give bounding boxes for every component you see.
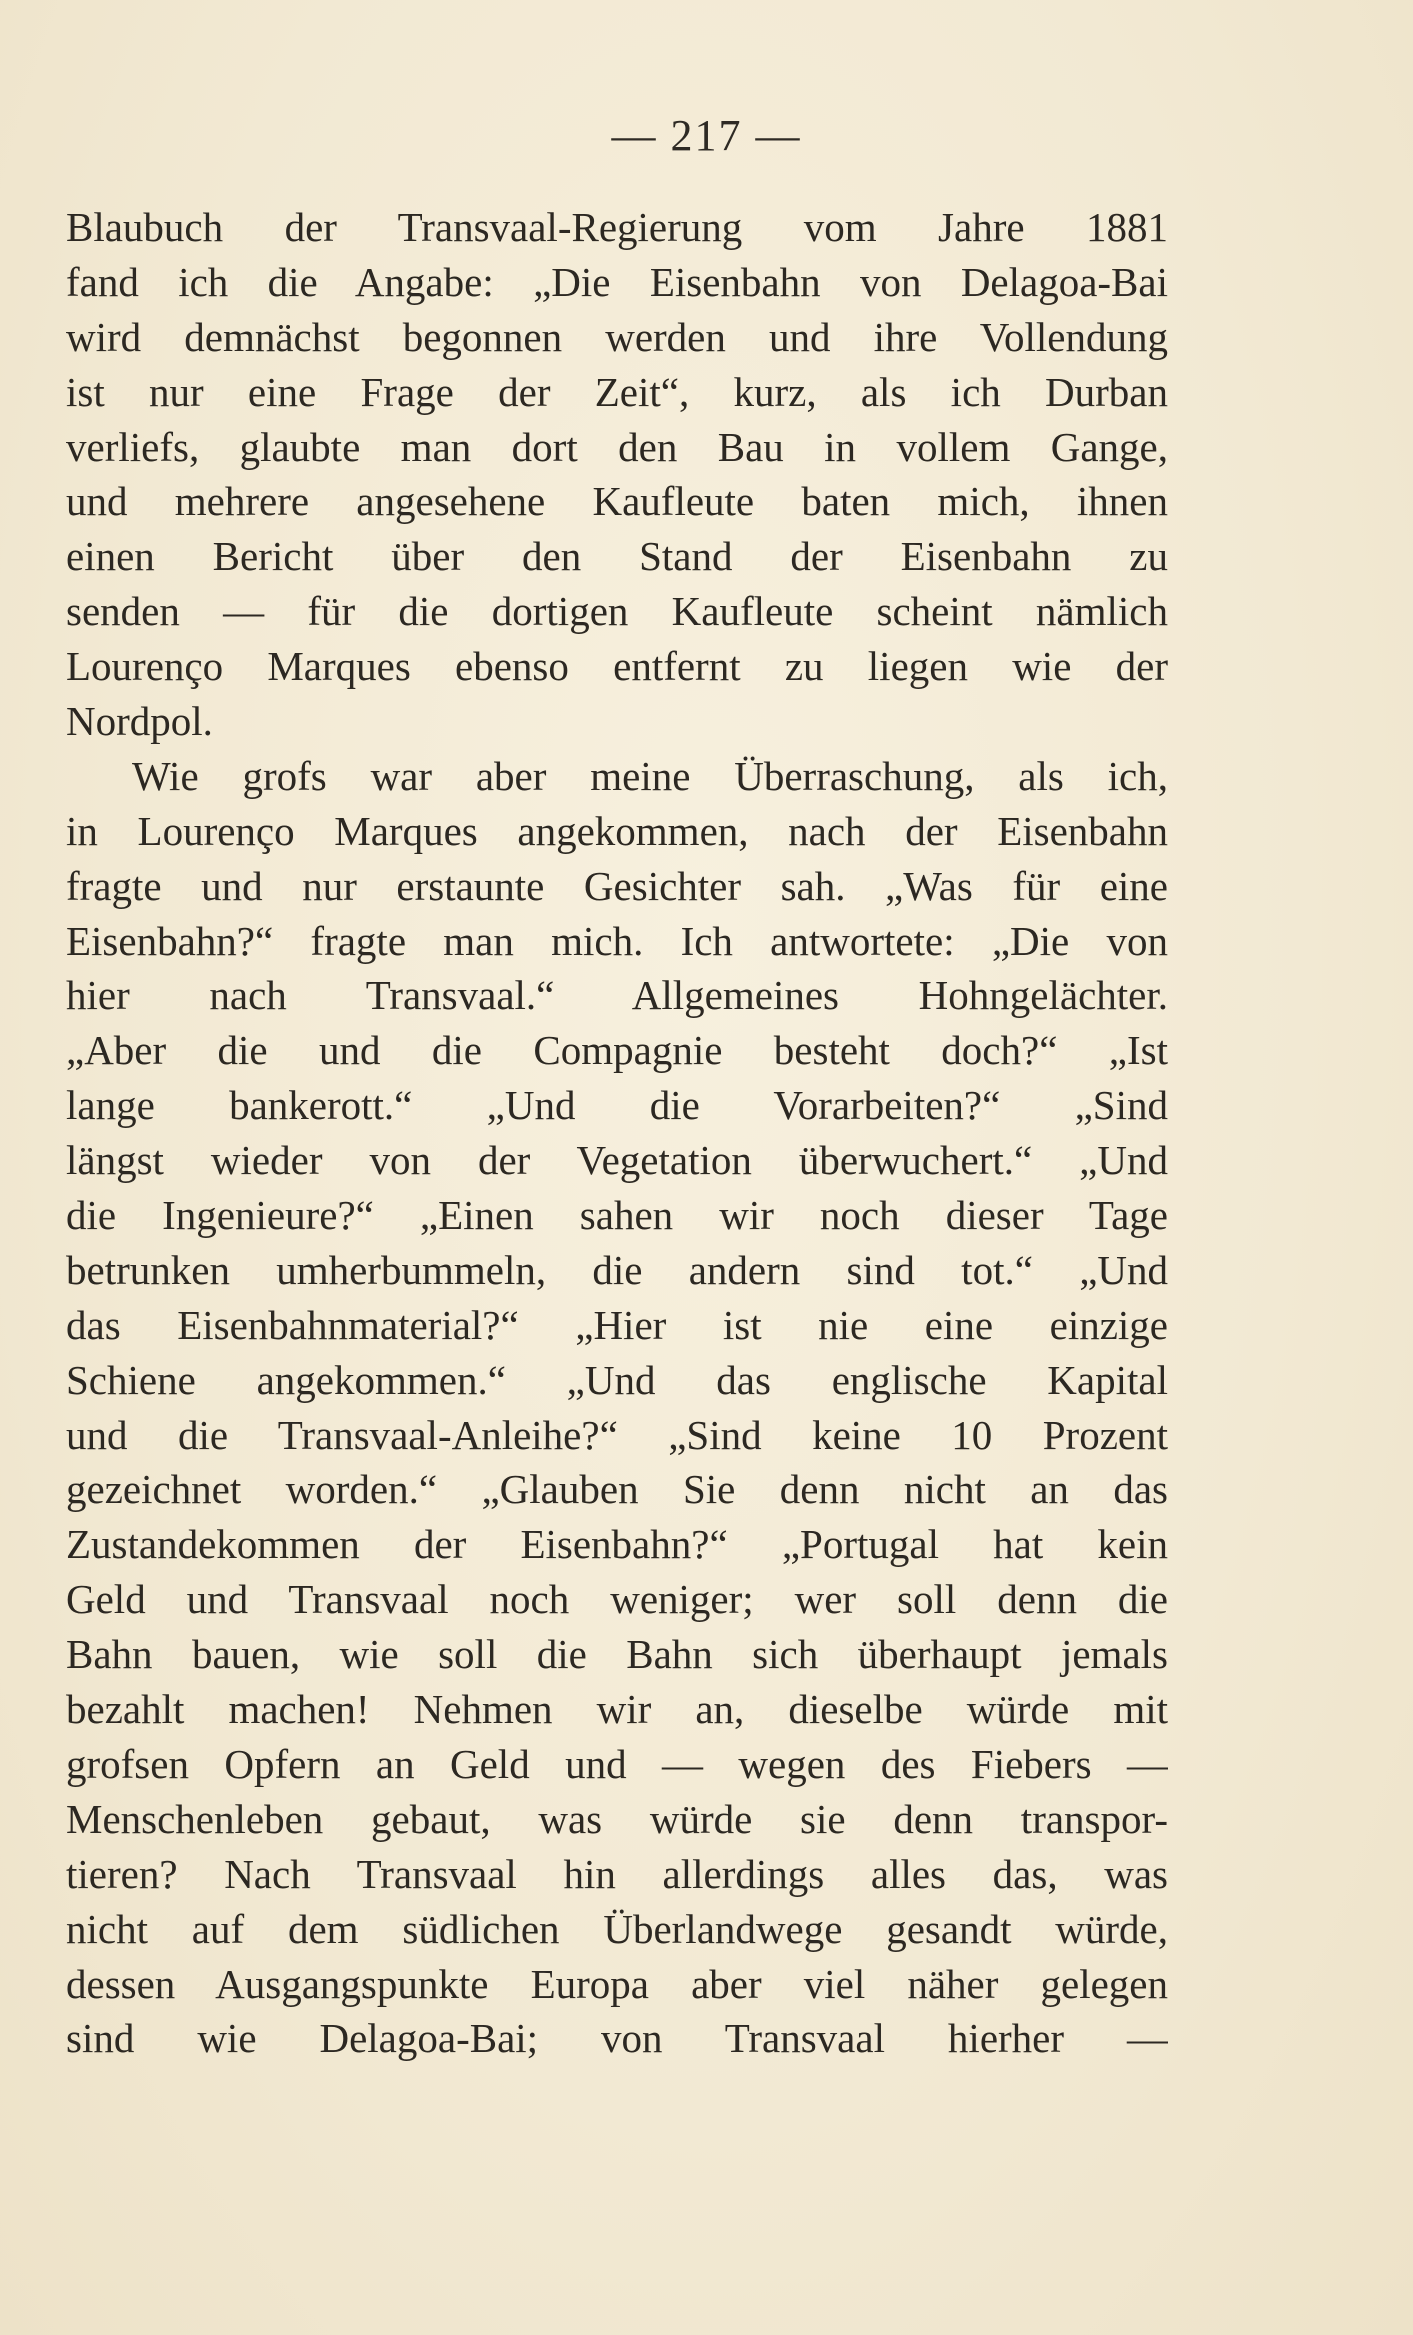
text-line: Geld und Transvaal noch weniger; wer soll denn die <box>66 1576 1168 1623</box>
text-line: senden — für die dortigen Kaufleute scheint nämlich <box>66 588 1168 635</box>
text-line: „Aber die und die Compagnie besteht doch?“ „Ist <box>66 1027 1168 1074</box>
text-line: in Lourenço Marques angekommen, nach der Eisenbahn <box>66 807 1168 854</box>
text-line: und mehrere angesehene Kaufleute baten mich, ihnen <box>66 478 1168 525</box>
text-line: Lourenço Marques ebenso entfernt zu liegen wie der <box>66 643 1168 690</box>
text-line: Schiene angekommen.“ „Und das englische Kapital <box>66 1356 1168 1403</box>
text-line: ist nur eine Frage der Zeit“, kurz, als ich Durban <box>66 368 1168 415</box>
text-line: die Ingenieure?“ „Einen sahen wir noch dieser Tage <box>66 1192 1168 1239</box>
text-line: Zustandekommen der Eisenbahn?“ „Portugal hat kein <box>66 1521 1168 1568</box>
text-line: Blaubuch der Transvaal-Regierung vom Jahre 1881 <box>66 204 1168 250</box>
text-line: wird demnächst begonnen werden und ihre Vollendung <box>66 313 1168 360</box>
body-text <box>66 200 1168 2066</box>
text-line: sind wie Delagoa-Bai; von Transvaal hierher — <box>66 2015 1168 2062</box>
text-line: längst wieder von der Vegetation überwuchert.“ „Und <box>66 1137 1168 1184</box>
text-line: fand ich die Angabe: „Die Eisenbahn von Delagoa-Bai <box>66 258 1168 305</box>
text-line: bezahlt machen! Nehmen wir an, dieselbe würde mit <box>66 1686 1168 1733</box>
text-line: verliefs, glaubte man dort den Bau in vollem Gange, <box>66 423 1168 470</box>
text-line: Bahn bauen, wie soll die Bahn sich überhaupt jemals <box>66 1631 1168 1678</box>
text-line: nicht auf dem südlichen Überlandwege gesandt würde, <box>66 1905 1168 1952</box>
text-line: gezeichnet worden.“ „Glauben Sie denn nicht an das <box>66 1466 1168 1513</box>
page-number: — 217 — <box>611 111 802 160</box>
text-line: Eisenbahn?“ fragte man mich. Ich antwortete: „Die von <box>66 917 1168 964</box>
text-line: dessen Ausgangspunkte Europa aber viel näher gelegen <box>66 1960 1168 2007</box>
text-line: hier nach Transvaal.“ Allgemeines Hohngelächter. <box>66 972 1168 1019</box>
text-line: fragte und nur erstaunte Gesichter sah. „Was für eine <box>66 862 1168 909</box>
text-line: tieren? Nach Transvaal hin allerdings alles das, was <box>66 1850 1168 1897</box>
paragraph-first-line: Wie grofs war aber meine Überraschung, als ich, <box>132 752 1168 799</box>
text-line: und die Transvaal-Anleihe?“ „Sind keine 10 Prozent <box>66 1411 1168 1458</box>
text-line: einen Bericht über den Stand der Eisenbahn zu <box>66 533 1168 580</box>
text-line: Menschenleben gebaut, was würde sie denn transpor- <box>66 1795 1168 1842</box>
text-line: das Eisenbahnmaterial?“ „Hier ist nie eine einzige <box>66 1301 1168 1348</box>
text-line: grofsen Opfern an Geld und — wegen des Fiebers — <box>66 1740 1168 1787</box>
text-line: betrunken umherbummeln, die andern sind tot.“ „Und <box>66 1246 1168 1293</box>
text-line: lange bankerott.“ „Und die Vorarbeiten?“ „Sind <box>66 1082 1168 1129</box>
text-line: Nordpol. <box>66 698 213 745</box>
